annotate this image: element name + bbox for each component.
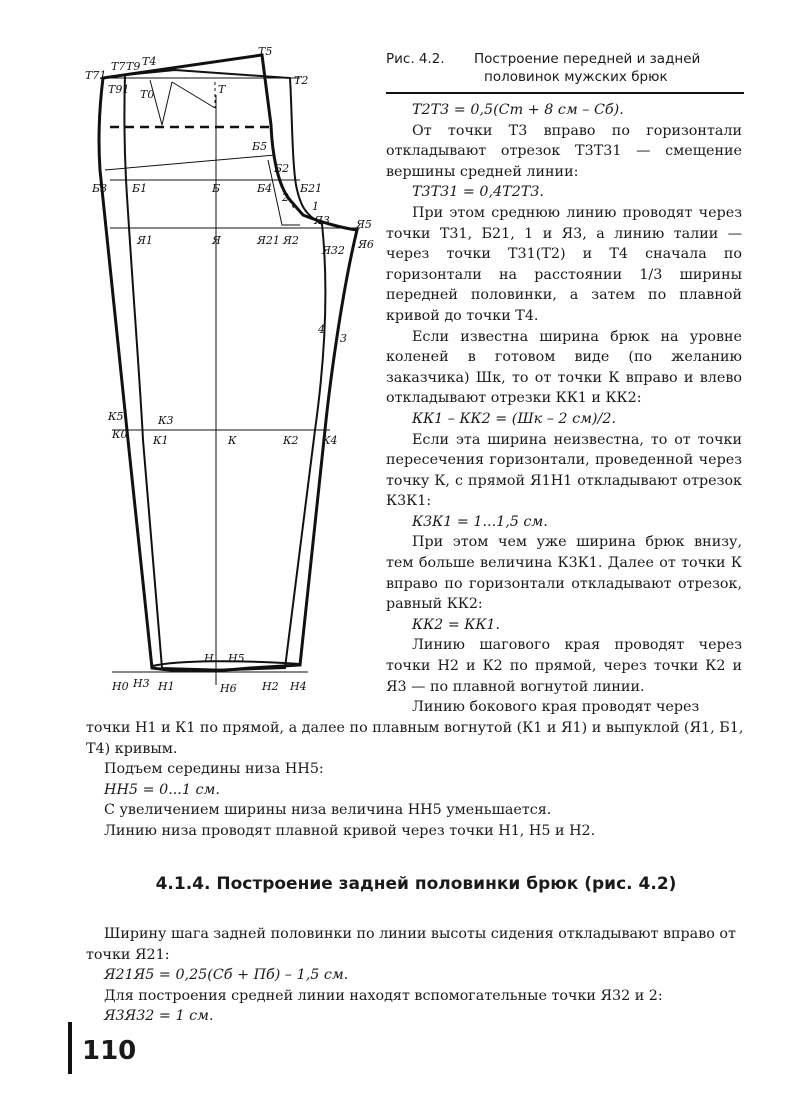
label-H6: Н6: [220, 682, 237, 695]
caption-line-2: половинок мужских брюк: [484, 69, 668, 85]
label-Ya2: Я2: [283, 234, 299, 247]
label-Ya1: Я1: [137, 234, 153, 247]
back-seat-slant: [105, 155, 275, 170]
label-K2: К2: [283, 434, 299, 447]
paragraph: Для построения средней линии находят вспомогательные точки Я32 и 2:: [104, 987, 663, 1004]
label-H: Н: [204, 652, 214, 665]
label-K0: К0: [112, 428, 128, 441]
label-3: 3: [340, 332, 347, 345]
label-H4: Н4: [290, 680, 307, 693]
figure-caption: [386, 50, 746, 86]
label-T2: Т2: [294, 74, 309, 87]
label-T91: Т91: [108, 83, 130, 96]
caption-rule: [386, 92, 744, 94]
label-Ya: Я: [212, 234, 221, 247]
label-K1: К1: [153, 434, 169, 447]
formula: КК2 = КК1.: [412, 616, 501, 633]
label-2: 2: [282, 191, 289, 204]
label-T4: Т4: [142, 55, 157, 68]
formula: К3К1 = 1...1,5 см.: [412, 513, 548, 530]
paragraph: Подъем середины низа НН5:: [104, 761, 324, 778]
label-K3: К3: [158, 414, 174, 427]
paragraph: Линию низа проводят плавной кривой через точки Н1, Н5 и Н2.: [104, 822, 596, 839]
label-K4: К4: [322, 434, 338, 447]
label-T9: Т9: [126, 60, 141, 73]
label-T: Т: [218, 83, 226, 96]
front-outline: [124, 70, 325, 670]
label-4: 4: [318, 323, 325, 336]
label-Ya3: Я3: [314, 214, 330, 227]
formula: КК1 – КК2 = (Шк – 2 см)/2.: [412, 410, 616, 427]
label-B2: Б2: [274, 162, 290, 175]
label-Ya5: Я5: [356, 218, 372, 231]
section-heading: 4.1.4. Построение задней половинки брюк (рис. 4.2): [155, 874, 677, 894]
label-Ya21: Я21: [257, 234, 280, 247]
label-1: 1: [312, 200, 319, 213]
label-T5: Т5: [258, 45, 273, 58]
formula: Я3Я32 = 1 см.: [104, 1008, 214, 1025]
full-width-text-bottom: [86, 924, 746, 1027]
formula: Т3Т31 = 0,4Т2Т3.: [412, 184, 544, 201]
paragraph: От точки Т3 вправо по горизонтали откладывают отрезок Т3Т31 — смещение вершины средней линии:: [386, 122, 742, 180]
paragraph: Линию шагового края проводят через точки Н2 и К2 по прямой, через точки К2 и Я3 — по плавной вогнутой линии.: [386, 637, 742, 695]
label-B3: Б3: [92, 182, 108, 195]
page-number-bar: [68, 1022, 72, 1074]
paragraph: При этом чем уже ширина брюк внизу, тем больше величина К3К1. Далее от точки К вправо по горизонтали откладывают отрезок, равный КК2:: [386, 534, 742, 613]
formula: НН5 = 0...1 см.: [104, 781, 220, 798]
label-K5: К5: [108, 410, 124, 423]
label-H5: Н5: [228, 652, 245, 665]
right-column-text: [386, 100, 742, 718]
paragraph: Ширину шага задней половинки по линии высоты сидения откладывают вправо от точки Я21:: [86, 926, 736, 963]
paragraph: При этом среднюю линию проводят через точки Т31, Б21, 1 и Я3, а линию талии — через точки Т31(Т2) и Т4 сначала по горизонтали на расстоянии 1/3 ширины передней половинки, а затем по плавной кривой до точки Т4.: [386, 204, 742, 324]
paragraph: точки Н1 и К1 по прямой, а далее по плавным вогнутой (К1 и Я1) и выпуклой (Я1, Б1, Т4) кривым.: [86, 720, 744, 757]
label-T7: Т7: [111, 60, 126, 73]
paragraph: Линию бокового края проводят через: [412, 699, 700, 716]
formula: Я21Я5 = 0,25(Сб + Пб) – 1,5 см.: [104, 967, 349, 984]
label-H0: Н0: [112, 680, 129, 693]
caption-line-1: Построение передней и задней: [474, 51, 701, 67]
caption-number: Рис. 4.2.: [386, 51, 445, 67]
paragraph: С увеличением ширины низа величина НН5 уменьшается.: [104, 802, 552, 819]
label-Ya6: Я6: [358, 238, 374, 251]
trouser-draft-figure: [0, 0, 380, 710]
label-K: К: [228, 434, 237, 447]
paragraph: Если эта ширина неизвестна, то от точки пересечения горизонтали, проведенной через точку К, с прямой Я1Н1 откладывают отрезок К3К1:: [386, 431, 742, 510]
label-B: Б: [212, 182, 221, 195]
label-B4: Б4: [257, 182, 273, 195]
label-H1: Н1: [158, 680, 175, 693]
page-number: 110: [82, 1036, 137, 1066]
paragraph: Если известна ширина брюк на уровне коленей в готовом виде (по желанию заказчика) Шк, то от точки К вправо и влево откладывают отрезки КК1 и КК2:: [386, 328, 742, 407]
label-T71: Т71: [85, 69, 107, 82]
label-H2: Н2: [262, 680, 279, 693]
formula: Т2Т3 = 0,5(Ст + 8 см – Сб).: [412, 102, 624, 118]
label-Ya32: Я32: [322, 244, 345, 257]
label-B1: Б1: [132, 182, 148, 195]
label-H3: Н3: [133, 677, 150, 690]
label-B5: Б5: [252, 140, 268, 153]
label-B21: Б21: [300, 182, 323, 195]
full-width-text-top: [86, 718, 746, 842]
label-T0: Т0: [140, 88, 155, 101]
back-dart: [150, 80, 172, 125]
